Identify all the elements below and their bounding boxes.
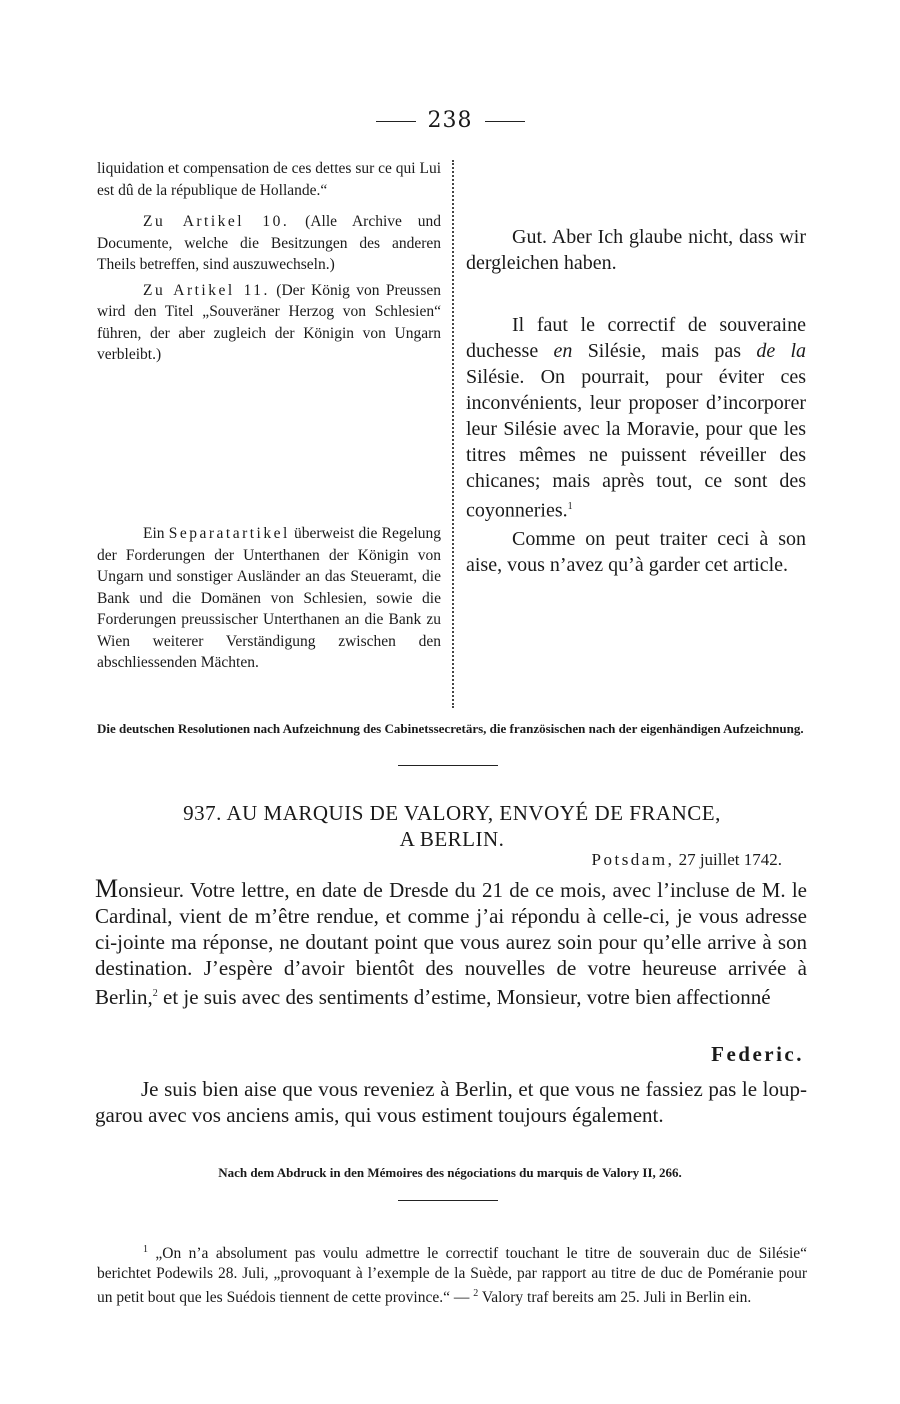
source-note-2: Nach dem Abdruck in den Mémoires des négociations du marquis de Valory II, 266. [218, 1165, 682, 1180]
dash-right [485, 121, 525, 122]
drop-capital: M [95, 874, 119, 903]
right-column [466, 224, 806, 578]
footnote-1: „On n’a absolument pas voulu admettre le correctif touchant le titre de souverain duc de Silésie“ berichtet Podewils 28. Juli, „provoquant à l’exemple de la Suède, par rapport au titre de duc de Poméranie pour un petit bout que les Suédois tiennent de cette province.“ — [97, 1245, 808, 1307]
dateline: Potsdam, 27 juillet 1742. [591, 850, 782, 869]
signature: Federic. [711, 1042, 804, 1066]
left-column [97, 158, 441, 366]
document-heading: 937. AU MARQUIS DE VALORY, ENVOYÉ DE FRANCE, A BERLIN. [183, 801, 721, 851]
footnote-ref-2: 2 [152, 988, 158, 999]
continuation-text: liquidation et compensation de ces dettes sur ce qui Lui est dû de la république de Hollande.“ [97, 160, 441, 199]
footnotes: $^1$ „On n’a absolument pas voulu admettre le correctif touchant le titre de souverain duc de Silésie“ berichtet Podewils 28. Juli, „provoquant à l’exemple de la Suède, par rapport au titre de duc de Poméranie pour un petit bout que les Suédois tiennent de cette province.“ — $^2$ Valory traf bereits am 25. Juli in Berlin ein. [97, 1244, 808, 1307]
section-rule-1 [398, 765, 498, 766]
article-11: Zu Artikel 11. (Der König von Preussen wird den Titel „Souveräner Herzog von Schlesien“ führen, der aber zugleich der Königin von Ungarn verbleibt.) [97, 281, 441, 363]
reply-article-11: Il faut le correctif de souveraine duchesse en Silésie, mais pas de la Silésie. On pourrait, pour éviter ces inconvénients, leur proposer d’incorporer leur Silésie avec la Moravie, pour que les titres mêmes ne puissent réveiller des chicanes; mais après tout, ce sont des coyonneries.$^1$ [466, 314, 807, 522]
dash-left [376, 121, 416, 122]
letter-body: Monsieur. Votre lettre, en date de Dresde du 21 de ce mois, avec l’incluse de M. le Cardinal, vient de m’être rendue, et comme j’ai répondu à celle-ci, je vous adresse ci-jointe ma réponse, ne doutant point que vous aurez soin pour qu’elle arrive à son destination. J’espère d’avoir bientôt des nouvelles de votre heureuse arrivée à Berlin,$^2$ et je suis avec des sentiments d’estime, Monsieur, votre bien affectionné [95, 874, 807, 1009]
reply-separate-article: Comme on peut traiter ceci à son aise, vous n’avez qu’à garder cet article. [466, 527, 806, 576]
column-divider [452, 160, 454, 708]
footnote-2: Valory traf bereits am 25. Juli in Berlin ein. [481, 1289, 752, 1307]
reply-article-10: Gut. Aber Ich glaube nicht, dass wir dergleichen haben. [466, 226, 806, 274]
article-10: Zu Artikel 10. (Alle Archive und Documente, welche die Besitzungen des anderen Theils betreffen, sind auszuwechseln.) [97, 213, 441, 273]
footnote-ref-1: 1 [567, 501, 573, 512]
postscript: Je suis bien aise que vous reveniez à Berlin, et que vous ne fassiez pas le loup-garou avec vos anciens amis, qui vous estiment toujours également. [95, 1077, 807, 1127]
section-rule-2 [398, 1200, 498, 1201]
separate-article: Ein Separatartikel überweist die Regelung der Forderungen der Unterthanen der Königin von Ungarn und sonstiger Ausländer an das Steueramt, die Bank und die Domänen von Schlesien, sowie die Forderungen preussischer Unterthanen an die Bank zu Wien weiterer Verständigung zwischen den abschliessenden Mächten. [97, 525, 442, 671]
source-note-1: Die deutschen Resolutionen nach Aufzeichnung des Cabinetssecretärs, die französischen nach der eigenhändigen Aufzeichnung. [97, 721, 804, 736]
page-number: 238 [0, 108, 900, 133]
